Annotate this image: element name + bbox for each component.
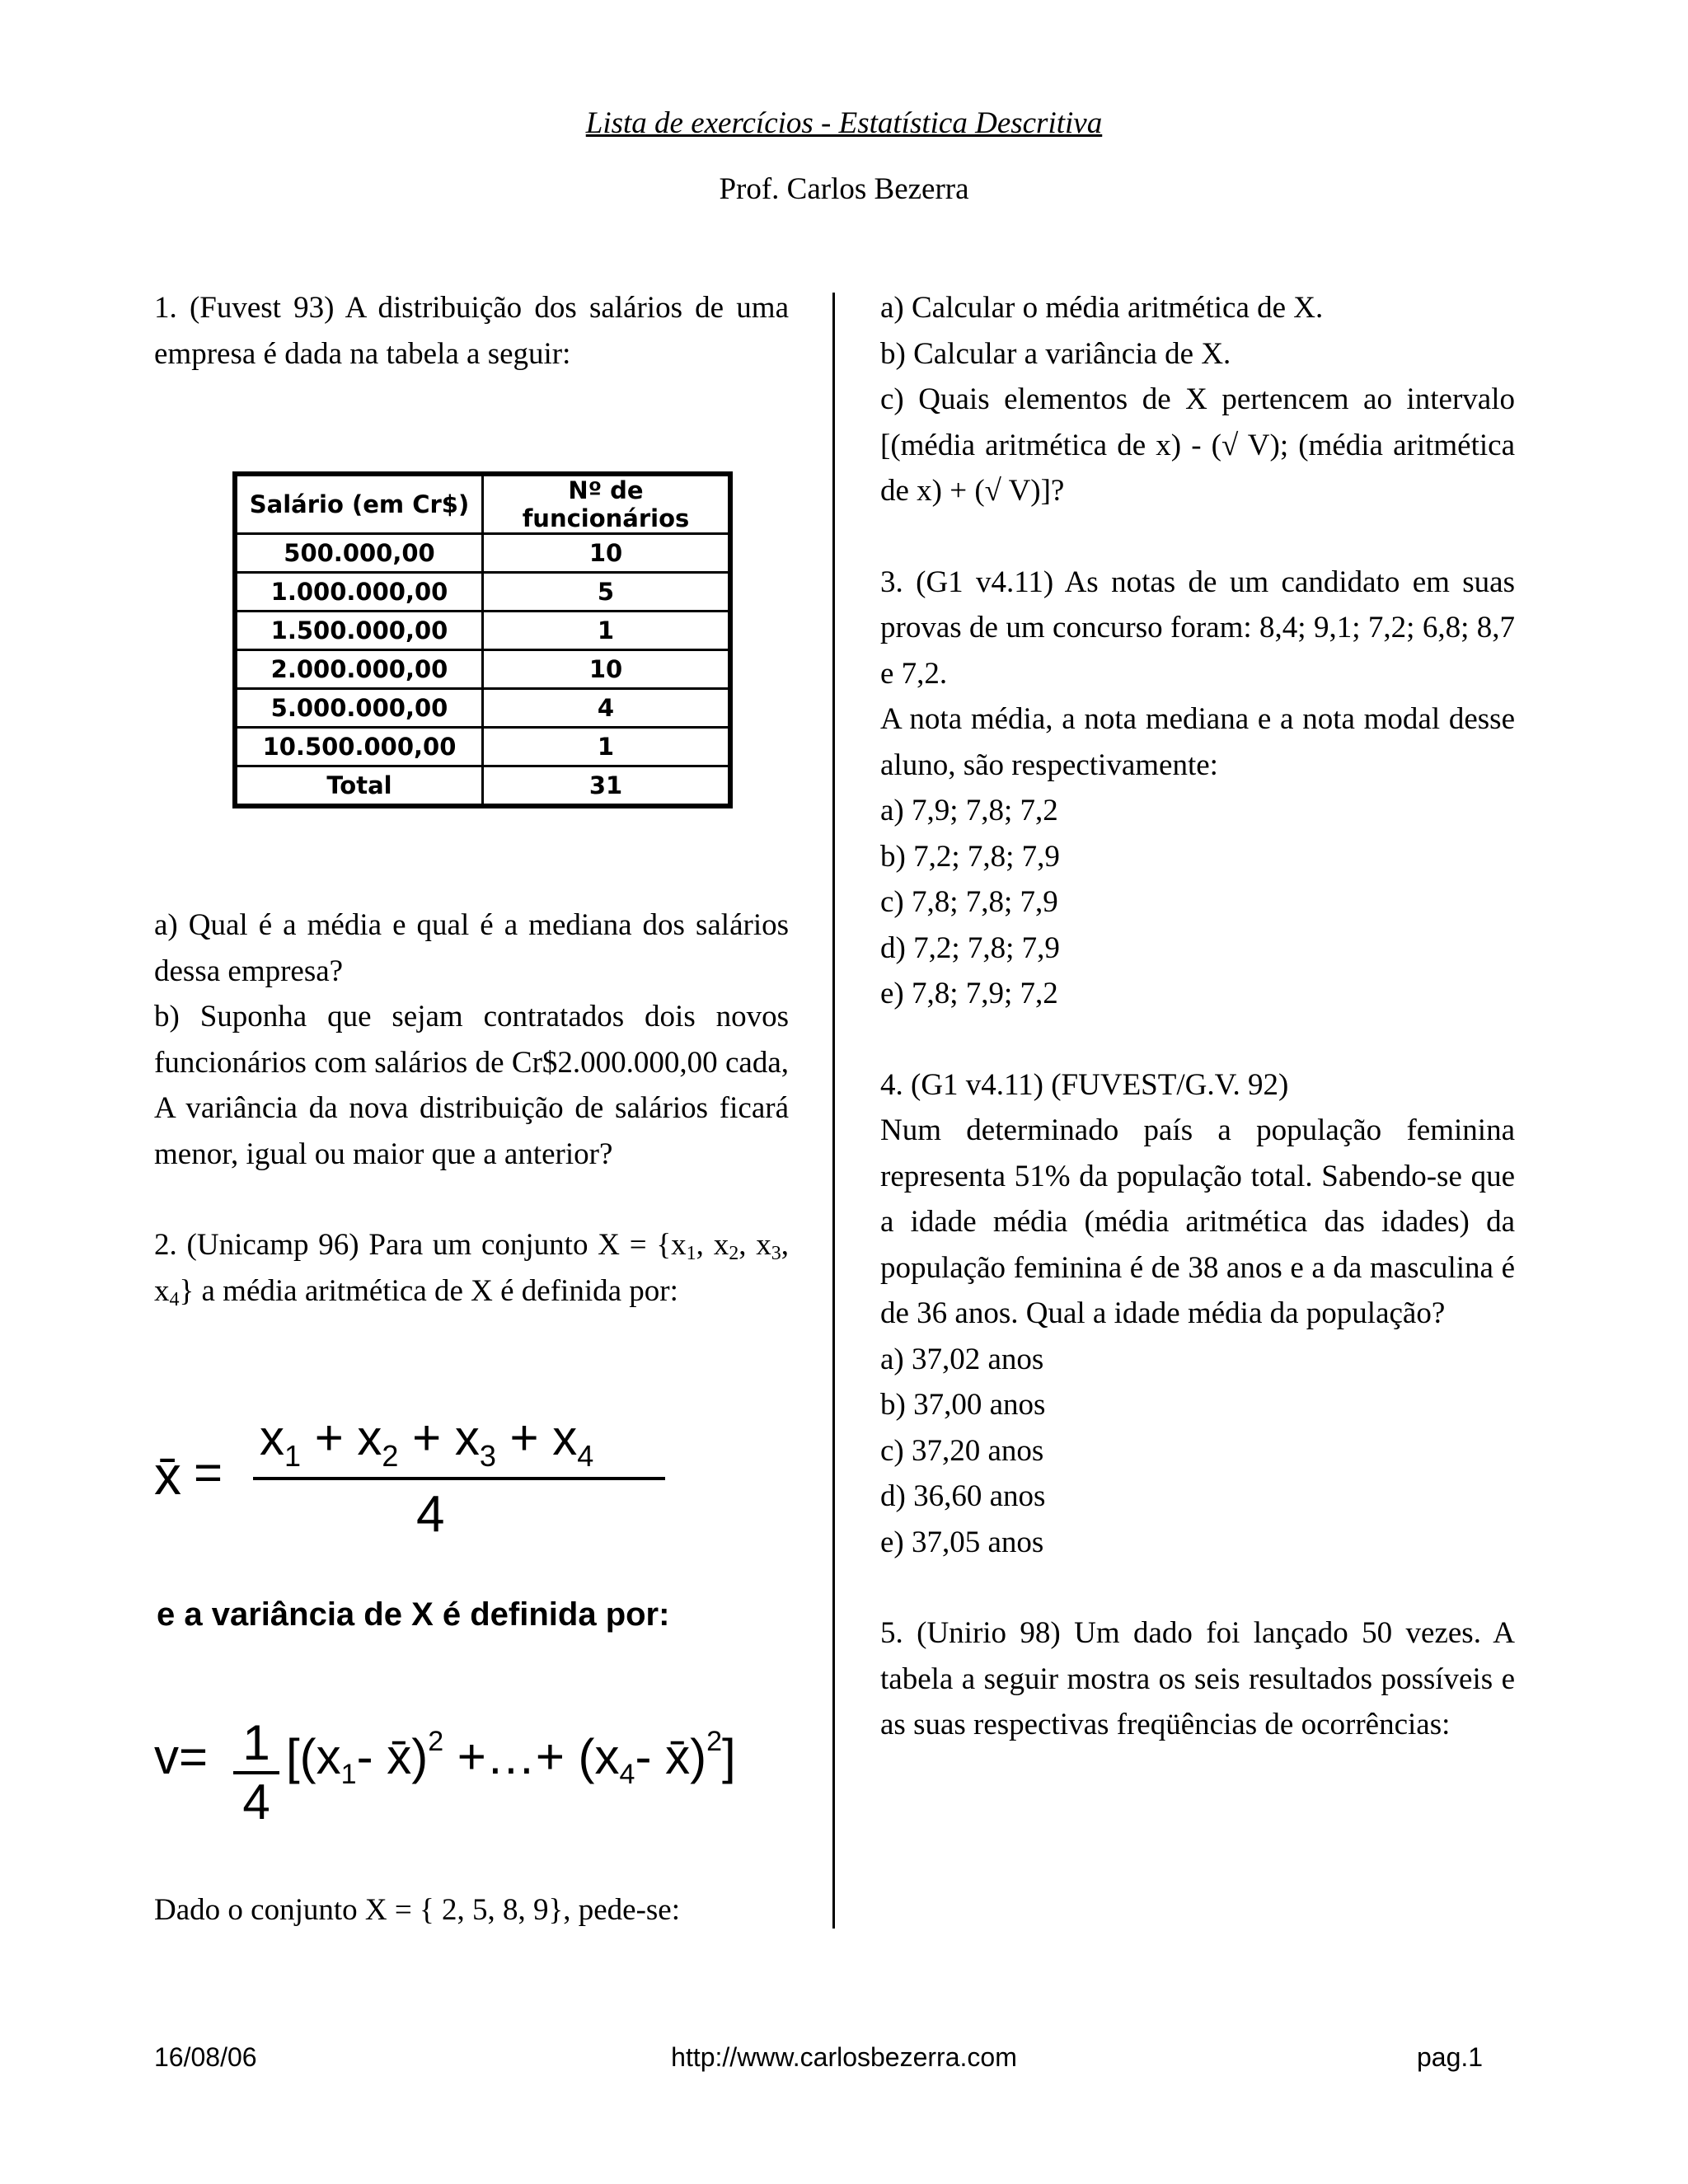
q3-option: a) 7,9; 7,8; 7,2 (880, 794, 1058, 827)
mean-denominator: 4 (416, 1486, 445, 1543)
table-cell: 500.000,00 (237, 534, 483, 573)
q4-option: e) 37,05 anos (880, 1525, 1044, 1559)
footer-date: 16/08/06 (154, 2042, 257, 2072)
table-row (237, 728, 729, 766)
q3-question: A nota média, a nota mediana e a nota modal desse aluno, são respectivamente: (880, 702, 1515, 782)
q4-option: a) 37,02 anos (880, 1342, 1044, 1376)
q4-option: b) 37,00 anos (880, 1388, 1046, 1422)
q3-option: c) 7,8; 7,8; 7,9 (880, 885, 1058, 919)
table-cell: 1.000.000,00 (237, 573, 483, 612)
right-column (880, 285, 1515, 1748)
q2-intro: 2. (Unicamp 96) Para um conjunto $X = \{x_1$, $x_2$, $x_3$, $x_4$} a média aritmética de X é definida por: (154, 1228, 790, 1310)
author: Prof. Carlos Bezerra (719, 172, 969, 206)
q3-option: d) 7,2; 7,8; 7,9 (880, 930, 1060, 965)
salary-table (235, 474, 730, 806)
table-cell: 2.000.000,00 (237, 650, 483, 689)
table-row (237, 612, 729, 650)
q5-text: 5. (Unirio 98) Um dado foi lançado 50 vezes. A tabela a seguir mostra os seis resultados possíveis e as suas respectivas freqüências de ocorrências: (880, 1616, 1515, 1741)
variance-text: e a variância de X é definida por: (157, 1596, 670, 1633)
q3-option: e) 7,8; 7,9; 7,2 (880, 977, 1058, 1010)
table-row (237, 573, 729, 612)
page-title: Lista de exercícios - Estatística Descritiva (585, 106, 1103, 140)
footer-url[interactable]: http://www.carlosbezerra.com (671, 2042, 1017, 2072)
table-row (237, 650, 729, 689)
table-cell: 1 (483, 728, 729, 766)
table-cell: 1.500.000,00 (237, 612, 483, 650)
q3-option: b) 7,2; 7,8; 7,9 (880, 839, 1060, 874)
q1-intro: 1. (Fuvest 93) A distribuição dos salários de uma empresa é dada na tabela a seguir: (154, 291, 789, 371)
q4-option: d) 36,60 anos (880, 1479, 1046, 1513)
q1-part-a: a) Qual é a média e qual é a mediana dos salários dessa empresa? (154, 908, 789, 988)
table-cell: 4 (483, 689, 729, 728)
table-header-row (237, 476, 729, 534)
column-divider (832, 293, 835, 1929)
footer-page-number: pag.1 (1417, 2042, 1484, 2072)
table-row (237, 534, 729, 573)
q3-intro: 3. (G1 v4.11) As notas de um candidato em suas provas de um concurso foram: 8,4; 9,1; 7,2; 6,8; 8,7 e 7,2. (880, 565, 1515, 691)
q1-parts (154, 902, 789, 1314)
left-column (154, 285, 789, 377)
q2-given: Dado o conjunto X = { 2, 5, 8, 9}, pede-se: (154, 1893, 680, 1927)
table-cell: 10.500.000,00 (237, 728, 483, 766)
table-cell: 1 (483, 612, 729, 650)
q2-part-c: c) Quais elementos de X pertencem ao intervalo [(média aritmética de x) - (√ V); (média aritmética de x) + (√ V)]? (880, 382, 1515, 508)
table-header: Salário (em Cr$) (237, 476, 483, 534)
table-cell: 31 (483, 766, 729, 805)
table-cell: 10 (483, 650, 729, 689)
q4-option: c) 37,20 anos (880, 1433, 1044, 1468)
table-total-row (237, 766, 729, 805)
q2-part-a: a) Calcular o média aritmética de X. (880, 291, 1324, 325)
table-header: Nº de funcionários (483, 476, 729, 534)
table-cell: Total (237, 766, 483, 805)
variance-formula: v= 1 4 [($x_1-$ x̄)$^2$ +…+ ($x_4-$ x̄)$^2$] (154, 1715, 736, 1830)
q1-part-b: b) Suponha que sejam contratados dois novos funcionários com salários de Cr$2.000.000,00 cada, A variância da nova distribuição de salários ficará menor, igual ou maior que a anterior? (154, 1000, 789, 1171)
table-cell: 10 (483, 534, 729, 573)
q2-part-b: b) Calcular a variância de X. (880, 336, 1231, 371)
q4-header: 4. (G1 v4.11) (FUVEST/G.V. 92) (880, 1067, 1289, 1102)
table-row (237, 689, 729, 728)
table-cell: 5.000.000,00 (237, 689, 483, 728)
q4-text: Num determinado país a população feminina representa 51% da população total. Sabendo-se que a idade média (média aritmética das idades) da população feminina é de 38 anos e a da masculina é de 36 anos. Qual a idade média da população? (880, 1113, 1515, 1330)
table-cell: 5 (483, 573, 729, 612)
mean-formula: x̄ = $x_1 + x_2 + x_3 + x_4$ 4 (154, 1409, 665, 1541)
